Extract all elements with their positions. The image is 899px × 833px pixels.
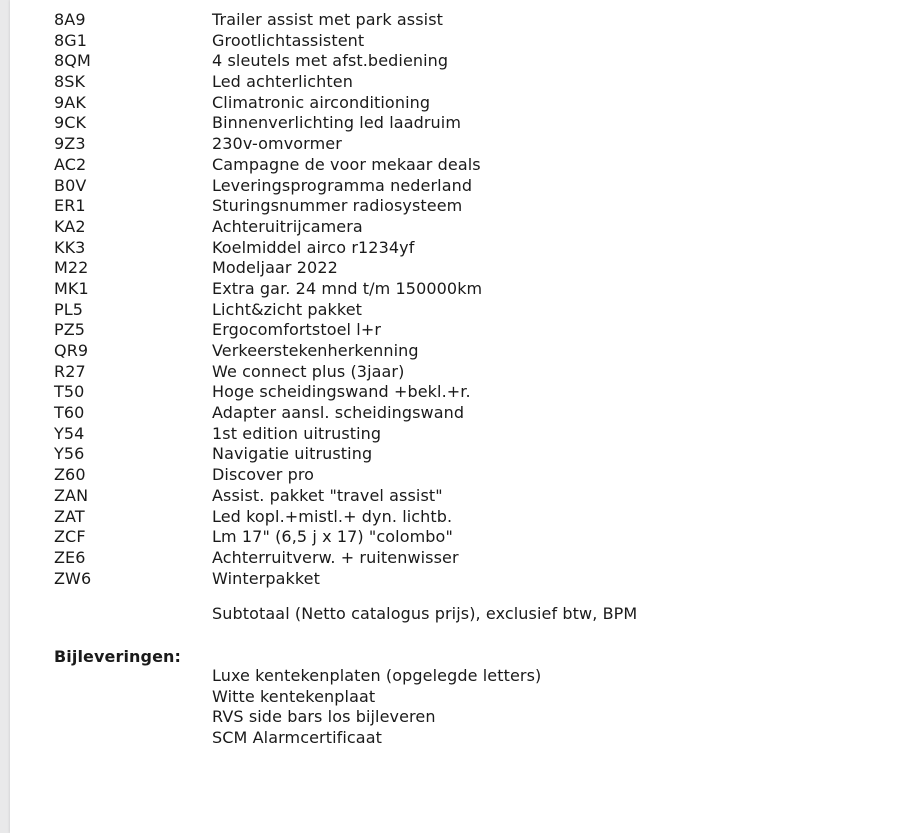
bijlevering-item: Luxe kentekenplaten (opgelegde letters) [212,666,542,685]
option-row [54,465,482,486]
option-code: PZ5 [54,320,86,340]
option-row [54,176,482,197]
option-description: Achteruitrijcamera [212,216,363,236]
bijleveringen-list [212,666,541,748]
option-code: T50 [54,382,85,402]
option-description: Extra gar. 24 mnd t/m 150000km [212,278,483,298]
option-description: Discover pro [212,465,315,485]
option-row [54,527,482,548]
option-code: ZAN [54,485,89,505]
option-description: We connect plus (3jaar) [212,361,405,381]
option-code: ZE6 [54,547,86,567]
option-code: QR9 [54,341,89,360]
option-row [54,72,482,93]
option-description: Ergocomfortstoel l+r [212,320,381,340]
option-description: Binnenverlichting led laadruim [212,113,461,133]
option-code: 8A9 [54,10,86,29]
option-description: Grootlichtassistent [212,30,365,50]
option-row [54,217,482,238]
option-code: ER1 [54,196,86,216]
option-code: 9Z3 [54,134,86,154]
bijlevering-item: SCM Alarmcertificaat [212,727,382,747]
option-code: 9AK [54,92,86,112]
option-row [54,10,482,31]
option-code: KA2 [54,216,86,236]
option-row [54,507,482,528]
option-description: 230v-omvormer [212,134,342,154]
option-description: Campagne de voor mekaar deals [212,154,481,174]
bijlevering-item: RVS side bars los bijleveren [212,707,436,726]
option-description: Hoge scheidingswand +bekl.+r. [212,382,471,402]
option-code: ZW6 [54,568,92,588]
document-page [10,0,899,833]
option-code: MK1 [54,278,89,298]
option-code: KK3 [54,237,86,257]
option-row [54,134,482,155]
option-description: Sturingsnummer radiosysteem [212,196,463,216]
option-description: Lm 17" (6,5 j x 17) "colombo" [212,527,453,547]
option-description: Led achterlichten [212,72,353,92]
option-description: Climatronic airconditioning [212,92,431,112]
option-code: 8QM [54,51,91,71]
option-code: M22 [54,258,89,278]
option-row [54,196,482,217]
option-description: Trailer assist met park assist [212,10,444,29]
option-description: Led kopl.+mistl.+ dyn. lichtb. [212,506,453,526]
option-code: 9CK [54,113,87,133]
option-row [54,548,482,569]
option-code: 8G1 [54,30,88,50]
option-code: AC2 [54,154,87,174]
bijleveringen-heading: Bijleveringen: [54,647,182,666]
option-code: ZAT [54,506,85,526]
option-row [54,113,482,134]
option-code: T60 [54,403,85,423]
option-row [54,486,482,507]
option-description: Adapter aansl. scheidingswand [212,403,465,423]
option-code: B0V [54,175,87,195]
option-row [54,444,482,465]
option-row [54,31,482,52]
option-row [54,258,482,279]
option-row [54,155,482,176]
option-description: 4 sleutels met afst.bediening [212,51,449,71]
option-description: Koelmiddel airco r1234yf [212,237,415,257]
bijlevering-item: Witte kentekenplaat [212,686,376,706]
option-description: Winterpakket [212,568,320,588]
option-description: Modeljaar 2022 [212,258,338,278]
option-description: Verkeerstekenherkenning [212,341,419,360]
option-row [54,382,482,403]
option-row [54,424,482,445]
option-row [54,320,482,341]
option-code: Y56 [54,444,85,464]
option-row [54,569,482,590]
option-row [54,93,482,114]
option-row [54,341,482,362]
option-description: Achterruitverw. + ruitenwisser [212,547,459,567]
option-description: Licht&zicht pakket [212,299,363,319]
option-row [54,300,482,321]
option-code: R27 [54,361,86,381]
option-description: Navigatie uitrusting [212,444,373,464]
option-code: Y54 [54,423,85,443]
option-row [54,238,482,259]
option-row [54,279,482,300]
subtotal-label: Subtotaal (Netto catalogus prijs), exclusief btw, BPM [212,604,638,623]
option-code: ZCF [54,527,86,547]
option-row [54,51,482,72]
option-description: Assist. pakket "travel assist" [212,485,443,505]
option-row [54,362,482,383]
option-row [54,403,482,424]
option-description: 1st edition uitrusting [212,423,382,443]
option-description: Leveringsprogramma nederland [212,175,473,195]
option-code: PL5 [54,299,84,319]
option-code: 8SK [54,72,86,92]
options-list [54,10,482,589]
option-code: Z60 [54,465,86,485]
